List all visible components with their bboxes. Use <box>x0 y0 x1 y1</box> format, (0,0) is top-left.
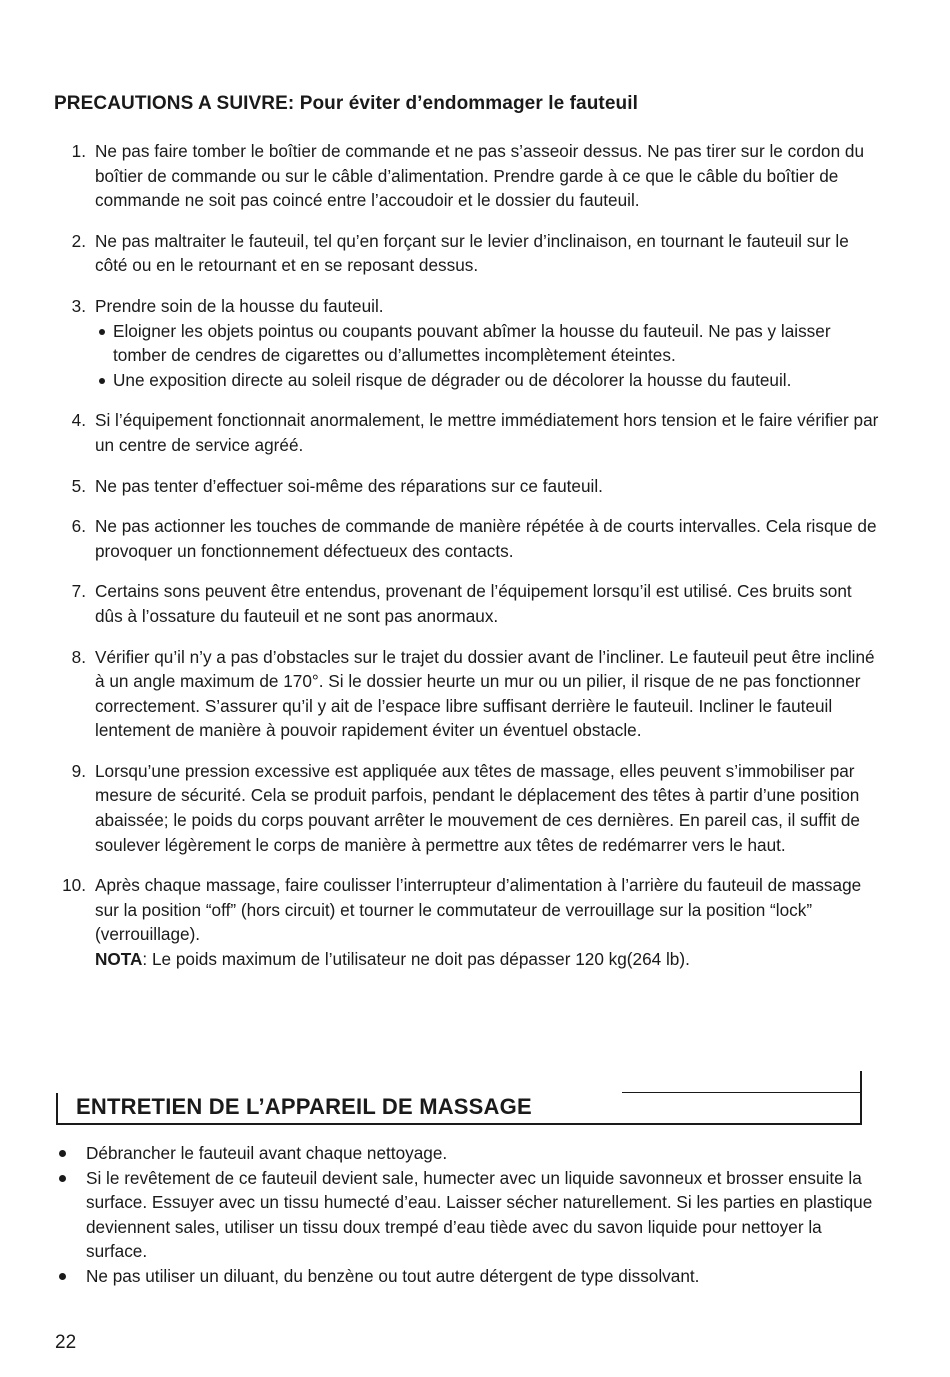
precaution-item-9 <box>0 759 950 857</box>
item-number: 4. <box>71 410 86 431</box>
maintenance-heading: ENTRETIEN DE L’APPAREIL DE MASSAGE <box>76 1094 532 1119</box>
item-text: Ne pas actionner les touches de commande de manière répétée à de courts intervalles. Cela risque de provoquer un fonctionnement défectueux des contacts. <box>95 516 877 561</box>
item-text: Prendre soin de la housse du fauteuil. <box>95 295 384 316</box>
precaution-item-1 <box>0 139 950 213</box>
maintenance-list <box>0 1141 950 1289</box>
bullet-icon <box>59 1150 66 1157</box>
nota-label: NOTA <box>95 949 143 970</box>
item-text: Si l’équipement fonctionnait anormalement, le mettre immédiatement hors tension et le faire vérifier par un centre de service agréé. <box>95 410 879 455</box>
heading-box-top-rule <box>622 1071 862 1093</box>
precaution-item-7 <box>0 579 950 628</box>
maintenance-item-text: Si le revêtement de ce fauteuil devient sale, humecter avec un liquide savonneux et brosser ensuite la surface. Essuyer avec un tissu humecté d’eau. Laisser sécher naturellement. Si les parties en plastique deviennent sales, utiliser un tissu doux trempé d’eau tiède avec du savon liquide pour nettoyer la surface. <box>86 1167 873 1262</box>
precaution-item-2 <box>0 229 950 278</box>
maintenance-item-text: Débrancher le fauteuil avant chaque nettoyage. <box>86 1143 448 1163</box>
item-text: Certains sons peuvent être entendus, provenant de l’équipement lorsqu’il est utilisé. Ces bruits sont dûs à l’ossature du fauteuil et ne sont pas anormaux. <box>95 581 852 626</box>
sub-bullet-list <box>95 319 880 393</box>
item-number: 7. <box>71 581 86 602</box>
maintenance-heading-box <box>56 1093 862 1125</box>
item-number: 1. <box>71 141 86 161</box>
precautions-heading: PRECAUTIONS A SUIVRE: Pour éviter d’endommager le fauteuil <box>54 93 638 114</box>
nota-text: : Le poids maximum de l’utilisateur ne doit pas dépasser 120 kg(264 lb). <box>142 949 690 970</box>
precaution-item-4 <box>0 408 950 457</box>
maintenance-item <box>0 1166 950 1264</box>
precaution-item-3 <box>0 294 950 392</box>
item-text: Vérifier qu’il n’y a pas d’obstacles sur le trajet du dossier avant de l’incliner. Le fauteuil peut être incliné à un angle maximum de 170°. Si le dossier heurte un mur ou un pilier, il risque de ne pas fonctionner correctement. S’assurer qu’il y ait de l’espace libre suffisant derrière le fauteuil. Incliner le fauteuil lentement de manière à pouvoir rapidement éviter un éventuel obstacle. <box>95 646 875 741</box>
precaution-item-8 <box>0 645 950 743</box>
precaution-item-5 <box>0 474 950 499</box>
item-text: Après chaque massage, faire coulisser l’interrupteur d’alimentation à l’arrière du fauteuil de massage sur la position “off” (hors circuit) et tourner le commutateur de verrouillage sur la position “lock” (verrouillage). <box>95 875 862 945</box>
precautions-list <box>0 139 950 972</box>
sub-bullet-item: Eloigner les objets pointus ou coupants pouvant abîmer la housse du fauteuil. Ne pas y laisser tomber de cendres de cigarettes ou d’allumettes incomplètement éteintes. <box>95 319 880 368</box>
item-number: 8. <box>71 646 86 667</box>
maintenance-item-text: Ne pas utiliser un diluant, du benzène ou tout autre détergent de type dissolvant. <box>86 1265 700 1286</box>
precaution-item-6 <box>0 514 950 563</box>
maintenance-item <box>0 1264 950 1289</box>
bullet-icon <box>59 1175 66 1182</box>
item-number: 9. <box>71 760 86 781</box>
item-number: 6. <box>71 516 86 537</box>
precaution-item-10 <box>0 873 950 971</box>
bullet-icon <box>59 1273 66 1280</box>
item-number: 2. <box>71 230 86 251</box>
item-text: Ne pas tenter d’effectuer soi-même des réparations sur ce fauteuil. <box>95 475 603 496</box>
item-text: Ne pas maltraiter le fauteuil, tel qu’en forçant sur le levier d’inclinaison, en tournant le fauteuil sur le côté ou en le retournant et en se reposant dessus. <box>95 230 849 276</box>
sub-bullet-item: Une exposition directe au soleil risque de dégrader ou de décolorer la housse du fauteuil. <box>95 368 880 393</box>
item-number: 5. <box>71 475 86 496</box>
page-number: 22 <box>55 1332 77 1353</box>
item-text: Ne pas faire tomber le boîtier de commande et ne pas s’asseoir dessus. Ne pas tirer sur le cordon du boîtier de commande ou sur le câble d’alimentation. Prendre garde à ce que le câble du boîtier de commande ne soit pas coincé entre l’accoudoir et le dossier du fauteuil. <box>95 141 865 211</box>
item-number: 10. <box>62 875 86 896</box>
item-text: Lorsqu’une pression excessive est appliquée aux têtes de massage, elles peuvent s’immobiliser par mesure de sécurité. Cela se produit parfois, pendant le déplacement des têtes à partir d’une position abaissée; le poids du corps pouvant arrêter le mouvement de ces dernières. En pareil cas, il suffit de soulever légèrement le corps de manière à permettre aux têtes de redémarrer vers le haut. <box>95 760 860 855</box>
maintenance-item <box>0 1141 950 1166</box>
item-number: 3. <box>71 295 86 316</box>
